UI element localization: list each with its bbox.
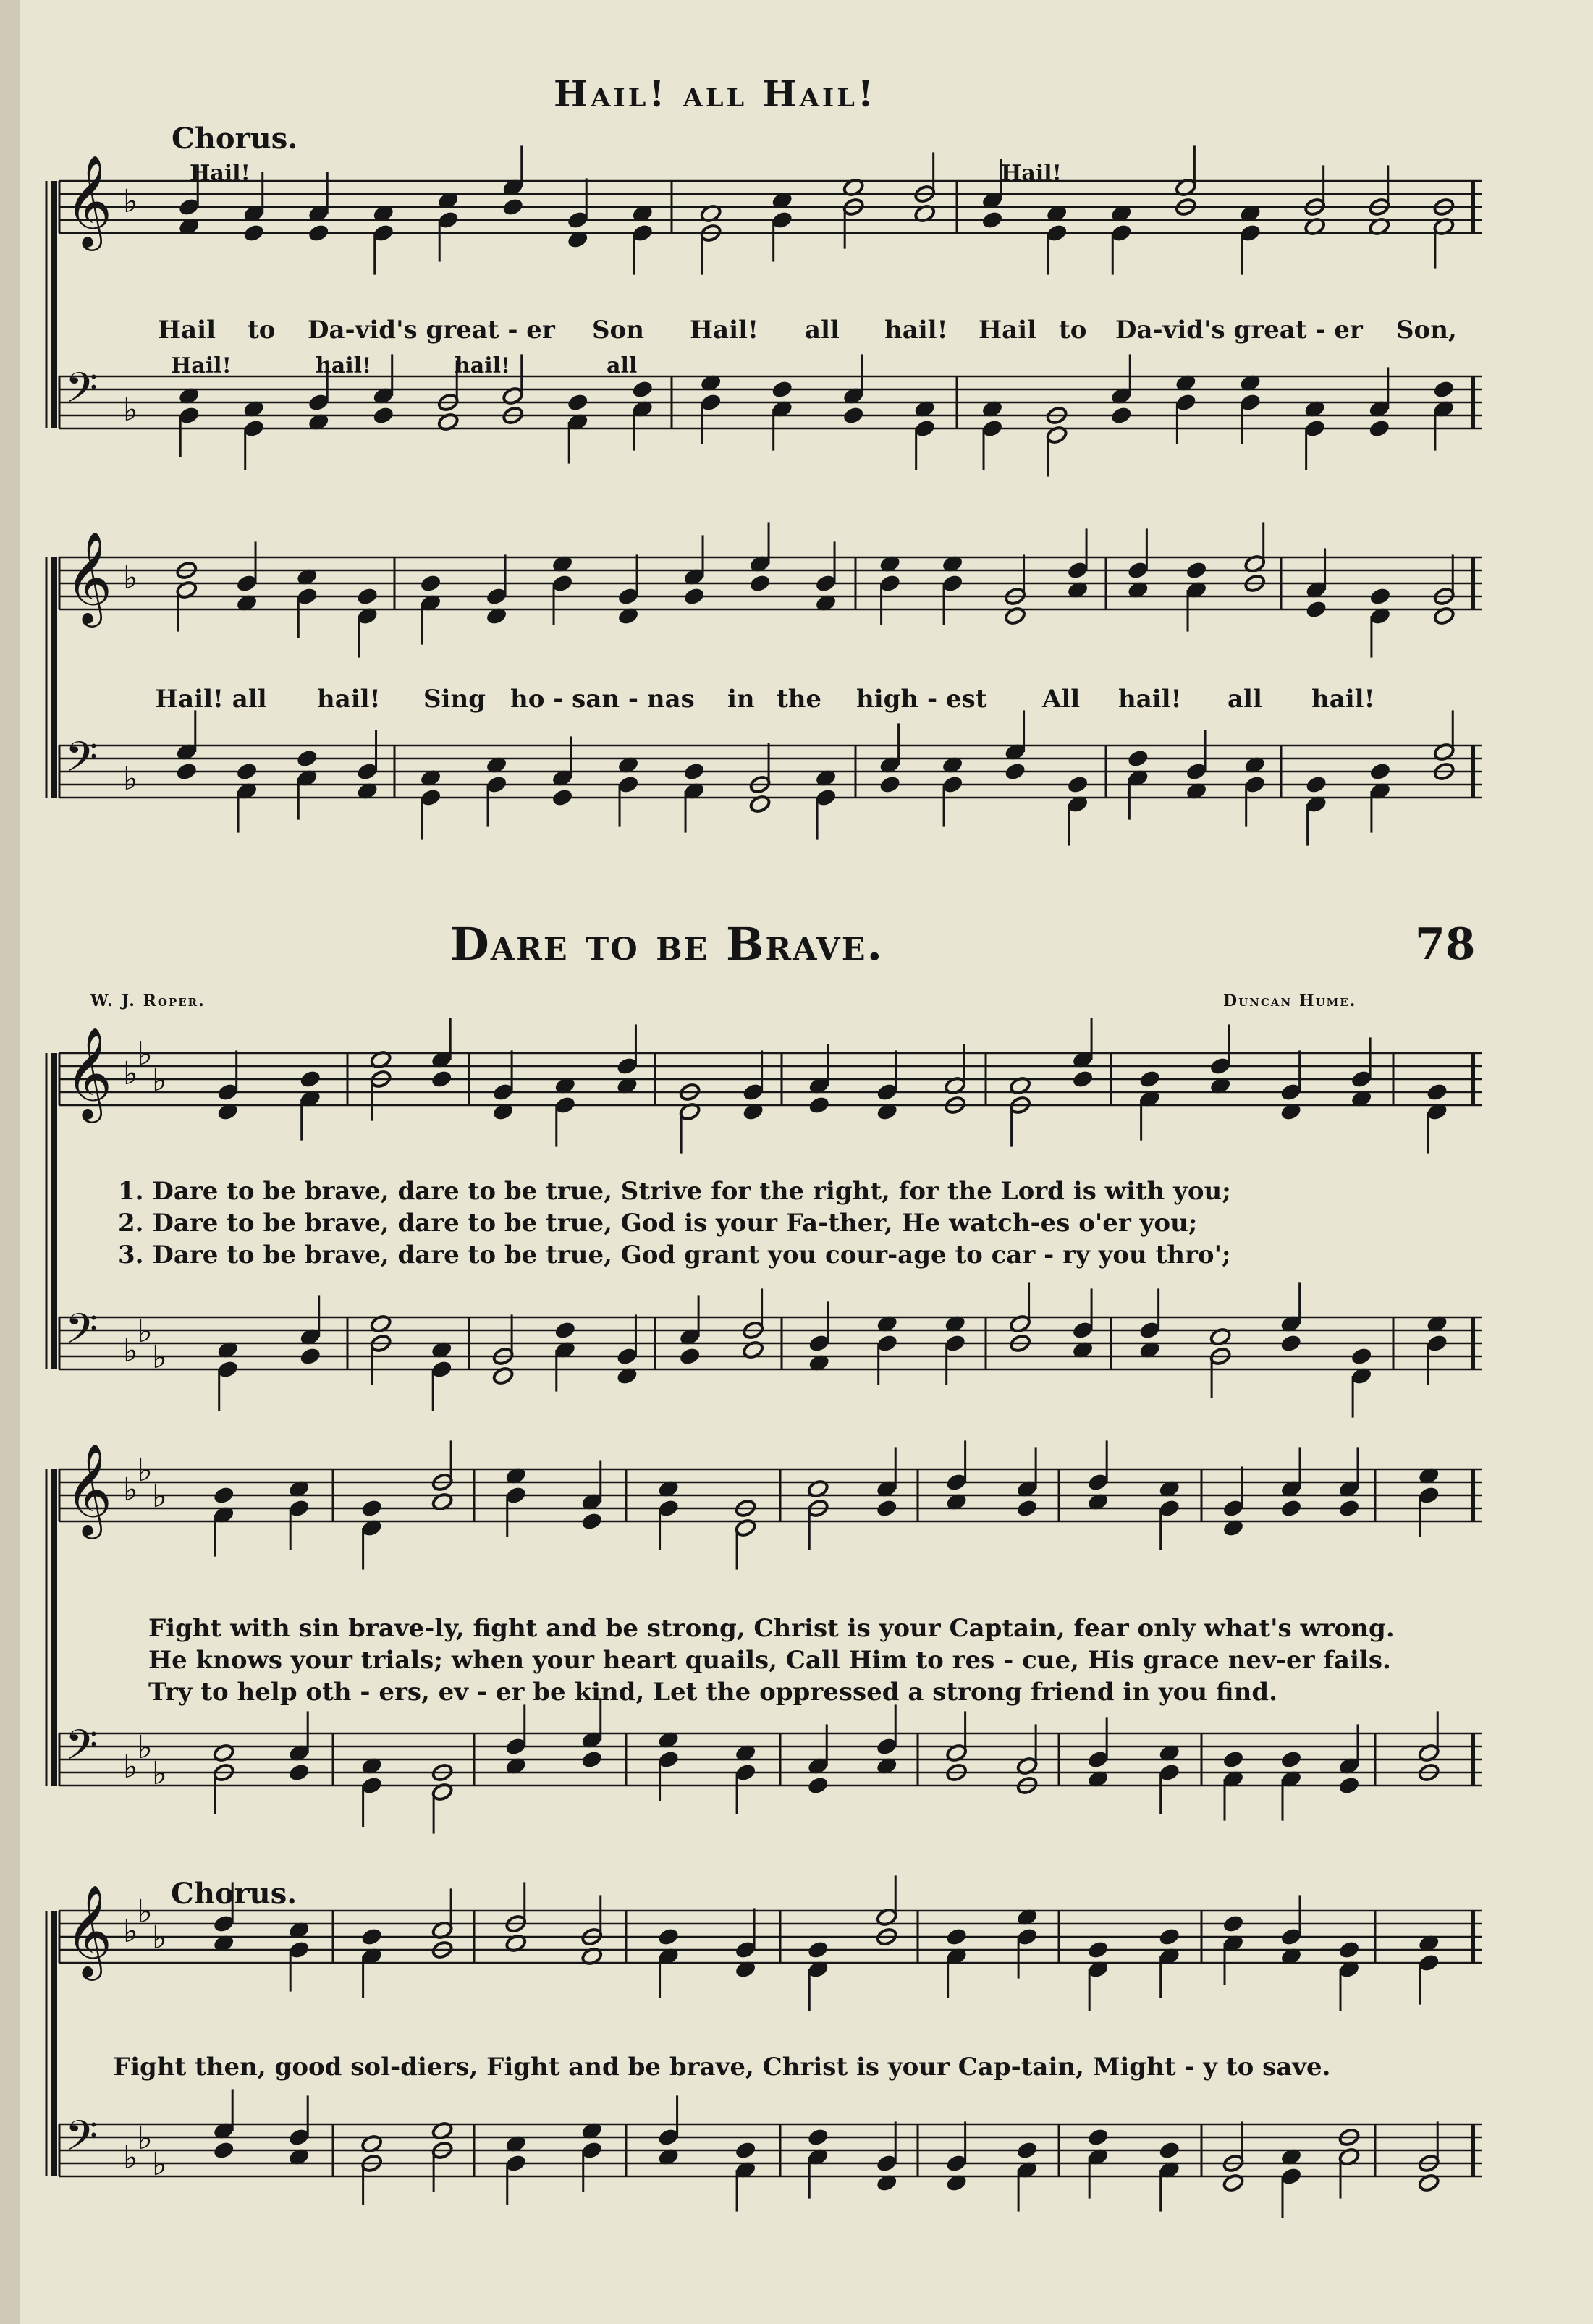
clef-symbol: 𝄢 [65, 1303, 98, 1364]
note-head [213, 1485, 235, 1505]
note-head [1110, 405, 1133, 425]
flat-sign: ♭ [123, 559, 138, 597]
author-credit: W. J. Roper. [90, 992, 206, 1010]
lyric-syllable: hail! [884, 316, 948, 345]
verse-line: 2. Dare to be brave, dare to be true, God is your Fa-ther, He watch-es o'er you; [118, 1209, 1198, 1238]
clef-symbol: 𝄞 [65, 1442, 113, 1535]
note-head [631, 379, 654, 399]
note-head [372, 405, 394, 425]
note-head [419, 573, 441, 593]
note-head [1432, 379, 1455, 399]
hymn1-title: Hail! all Hail! [554, 72, 876, 115]
note-head [1369, 761, 1391, 781]
note-head [356, 586, 379, 606]
lyric-syllable: Sing [423, 685, 486, 714]
note-head [1280, 1333, 1302, 1353]
note-head [580, 1749, 603, 1769]
clef-symbol: 𝄞 [65, 153, 113, 247]
note-head [771, 379, 793, 399]
clef-symbol: 𝄢 [65, 363, 98, 423]
note-head [1158, 2140, 1180, 2160]
bass-cue: hail! [455, 353, 511, 379]
verse-line: Try to help oth - ers, ev - er be kind, Let the oppressed a strong friend in you find. [148, 1678, 1277, 1707]
clef-symbol: 𝄞 [65, 1026, 113, 1119]
flat-sign: ♭ [152, 1919, 167, 1957]
note-head [807, 1940, 829, 1959]
flat-sign: ♭ [138, 1452, 153, 1490]
verse-line: Fight with sin brave-ly, fight and be strong, Christ is your Captain, fear only what's wrong. [148, 1614, 1395, 1643]
note-head [679, 1346, 701, 1366]
lyric-syllable: in [727, 685, 755, 714]
composer-credit: Duncan Hume. [1223, 992, 1357, 1010]
lyric-syllable: Hail [979, 316, 1036, 345]
note-head [502, 197, 524, 216]
flat-sign: ♭ [152, 1478, 167, 1516]
note-head [879, 774, 901, 794]
flat-sign: ♭ [152, 2146, 167, 2184]
hymn-number: 78 [1415, 919, 1476, 970]
note-head [308, 223, 330, 242]
note-head [431, 1069, 453, 1089]
note-head [1071, 1069, 1094, 1089]
note-head [981, 210, 1003, 229]
note-head [1004, 761, 1026, 781]
note-head [1280, 1498, 1302, 1518]
clef-symbol: 𝄢 [65, 1720, 98, 1780]
note-head [1338, 1940, 1360, 1959]
verse-line: 1. Dare to be brave, dare to be true, Strive for the right, for the Lord is with you; [118, 1177, 1231, 1206]
note-head [1087, 2127, 1110, 2147]
note-head [1426, 1082, 1448, 1102]
flat-sign: ♭ [123, 183, 138, 221]
lyric-syllable: hail! [1118, 685, 1182, 714]
note-head [242, 223, 265, 242]
note-head [1280, 1749, 1302, 1769]
note-head [807, 2127, 829, 2147]
clef-symbol: 𝄞 [65, 1883, 113, 1977]
note-head [748, 573, 771, 593]
lyric-syllable: all [1228, 685, 1262, 714]
note-head [1369, 586, 1391, 606]
note-head [235, 761, 258, 781]
flat-sign: ♭ [152, 1062, 167, 1099]
note-head [1368, 418, 1390, 438]
bass-cue: all [607, 353, 638, 379]
note-head [683, 761, 705, 781]
note-head [296, 748, 318, 768]
flat-sign: ♭ [152, 1755, 167, 1793]
note-head [1066, 774, 1089, 794]
lyric-syllable: high - est [856, 685, 987, 714]
lyric-syllable: to [1059, 316, 1087, 345]
note-head [288, 1762, 310, 1782]
lyric-syllable: to [248, 316, 276, 345]
note-head [360, 1927, 383, 1946]
note-head [1351, 1346, 1373, 1366]
note-head [1185, 560, 1207, 580]
flat-sign: ♭ [138, 1313, 153, 1351]
note-head [551, 787, 573, 807]
lyric-syllable: hail! [1311, 685, 1375, 714]
note-head [1305, 599, 1327, 619]
note-head [1016, 1498, 1039, 1518]
lyric-syllable: Hail! [690, 316, 759, 345]
lyric-syllable: hail! [317, 685, 381, 714]
flat-sign: ♭ [152, 1339, 167, 1377]
note-head [1338, 1775, 1360, 1795]
note-head [1127, 748, 1149, 768]
note-head [1016, 2140, 1039, 2160]
note-head [360, 1498, 383, 1518]
lyric-syllable: Son, [1396, 316, 1457, 345]
note-head [683, 586, 705, 606]
note-head [1338, 1498, 1360, 1518]
hymn1-chorus-label: Chorus. [172, 122, 298, 156]
note-head [175, 761, 198, 781]
treble-cue: Hail! [1001, 161, 1062, 186]
lyric-syllable: Da-vid's great - er [1115, 316, 1363, 345]
note-head [1222, 1749, 1244, 1769]
flat-sign: ♭ [123, 1055, 138, 1093]
note-head [1087, 1940, 1110, 1959]
verse-line: 3. Dare to be brave, dare to be true, God grant you cour-age to car - ry you thro'; [118, 1241, 1231, 1269]
flat-sign: ♭ [123, 2139, 138, 2177]
flat-sign: ♭ [123, 761, 138, 798]
note-head [657, 1927, 680, 1946]
note-head [945, 1927, 968, 1946]
lyric-syllable: the [777, 685, 822, 714]
flat-sign: ♭ [138, 1036, 153, 1073]
bass-cue: hail! [316, 353, 372, 379]
note-head [1158, 1927, 1180, 1946]
flat-sign: ♭ [138, 2120, 153, 2158]
note-head [734, 2140, 756, 2160]
lyric-syllable: Hail! all [155, 685, 267, 714]
lyric-syllable: all [805, 316, 840, 345]
flat-sign: ♭ [138, 1893, 153, 1931]
hymn2-title: Dare to be Brave. [450, 918, 884, 971]
note-head [1305, 774, 1327, 794]
flat-sign: ♭ [123, 1332, 138, 1370]
lyric-syllable: All [1042, 685, 1081, 714]
hymn2-chorus-label: Chorus. [171, 1877, 297, 1911]
note-head [876, 1498, 898, 1518]
note-head [807, 1775, 829, 1795]
flat-sign: ♭ [123, 392, 138, 429]
note-head [842, 405, 865, 425]
note-head [299, 1069, 321, 1089]
note-head [1222, 1914, 1244, 1933]
clef-symbol: 𝄢 [65, 732, 98, 792]
flat-sign: ♭ [123, 1913, 138, 1951]
lyric-syllable: Hail [158, 316, 216, 345]
bass-cue: Hail! [171, 353, 232, 379]
flat-sign: ♭ [123, 1749, 138, 1786]
clef-symbol: 𝄞 [65, 530, 113, 623]
note-head [299, 1346, 321, 1366]
note-head [213, 2140, 235, 2160]
clef-symbol: 𝄢 [65, 2110, 98, 2171]
note-head [1138, 1069, 1161, 1089]
treble-cue: Hail! [190, 161, 250, 186]
note-head [580, 1511, 603, 1531]
note-head [567, 392, 589, 412]
lyric-syllable: ho - san - nas [510, 685, 695, 714]
flat-sign: ♭ [123, 1471, 138, 1509]
flat-sign: ♭ [138, 1729, 153, 1767]
note-head [808, 1095, 830, 1115]
lyric-syllable: Son [592, 316, 644, 345]
chorus-lyrics: Fight then, good sol-diers, Fight and be brave, Christ is your Cap-tain, Might - y to save. [113, 2053, 1331, 2082]
note-head [554, 1320, 576, 1340]
lyric-syllable: Da-vid's great - er [308, 316, 555, 345]
verse-line: He knows your trials; when your heart quails, Call Him to res - cue, His grace nev-er fails. [148, 1646, 1391, 1675]
